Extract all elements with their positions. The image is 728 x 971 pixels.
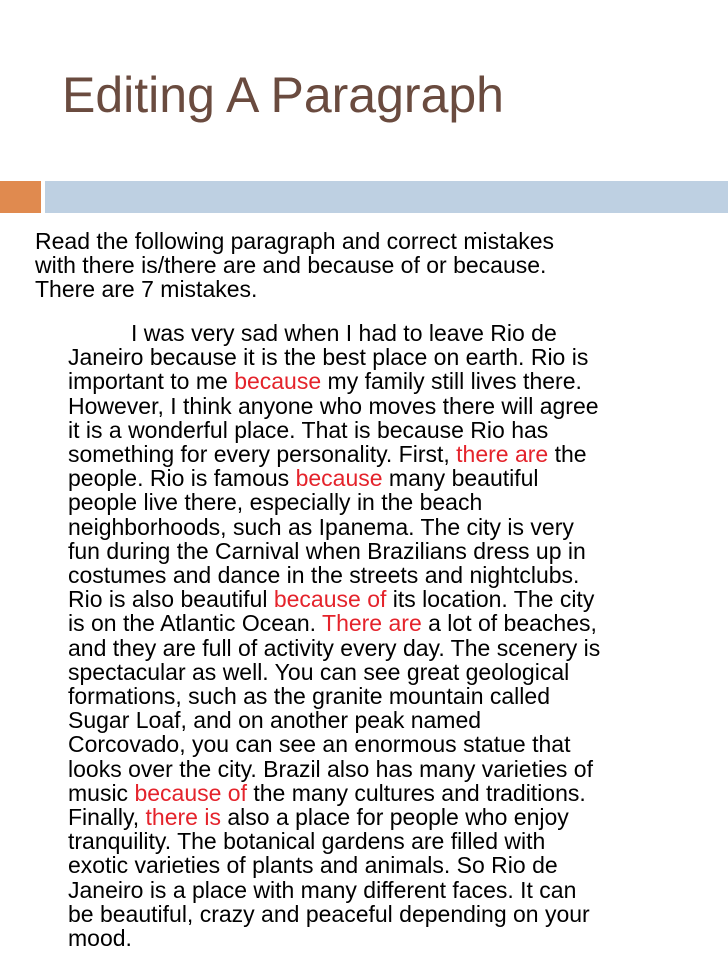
paragraph-line: mood.: [68, 925, 132, 952]
paragraph-line: Janeiro because it is the best place on earth. Rio is: [68, 344, 589, 371]
accent-band: [45, 181, 728, 213]
line-text: its location. The city: [386, 586, 595, 613]
instruction-line: with there is/there are and because of or because.: [35, 252, 547, 279]
mistake-highlight: there is: [145, 804, 221, 831]
line-text: people. Rio is famous: [68, 465, 296, 492]
line-text: Rio is also beautiful: [68, 586, 274, 613]
mistake-highlight: There are: [322, 610, 422, 637]
line-text: the many cultures and traditions.: [246, 779, 586, 806]
instruction-line: There are 7 mistakes.: [35, 276, 258, 303]
paragraph-line: Sugar Loaf, and on another peak named: [68, 707, 482, 734]
paragraph-line: exotic varieties of plants and animals. So Rio de: [68, 852, 558, 879]
paragraph-line: [68, 781, 708, 805]
paragraph-line: spectacular as well. You can see great geological: [68, 658, 570, 685]
paragraph-line: [68, 369, 708, 393]
paragraph-line: and they are full of activity every day. The scenery is: [68, 634, 601, 661]
paragraph-line: fun during the Carnival when Brazilians dress up in: [68, 537, 586, 564]
paragraph-line: looks over the city. Brazil also has many varieties of: [68, 755, 593, 782]
line-text: music: [68, 779, 135, 806]
paragraph-line: tranquility. The botanical gardens are filled with: [68, 828, 546, 855]
paragraph-line: it is a wonderful place. That is because Rio has: [68, 416, 549, 443]
accent-square: [0, 181, 41, 213]
paragraph-line: [68, 805, 708, 829]
instructions: [35, 229, 715, 302]
mistake-highlight: because of: [134, 779, 247, 806]
essay-paragraph: [68, 321, 708, 950]
line-text: the: [548, 441, 587, 468]
line-text: Finally,: [68, 804, 146, 831]
paragraph-line: [68, 442, 708, 466]
paragraph-line: [68, 587, 708, 611]
paragraph-line: However, I think anyone who moves there will agree: [68, 392, 599, 419]
paragraph-line: Janeiro is a place with many different faces. It can: [68, 876, 577, 903]
line-text: my family still lives there.: [321, 368, 582, 395]
mistake-highlight: because: [234, 368, 322, 395]
paragraph-line: people live there, especially in the beach: [68, 489, 483, 516]
paragraph-line: formations, such as the granite mountain called: [68, 683, 550, 710]
line-text: many beautiful: [382, 465, 539, 492]
line-text: a lot of beaches,: [421, 610, 597, 637]
paragraph-line: costumes and dance in the streets and nightclubs.: [68, 562, 580, 589]
line-text: important to me: [68, 368, 235, 395]
paragraph-line: I was very sad when I had to leave Rio de: [131, 320, 557, 346]
line-text: something for every personality. First,: [68, 441, 457, 468]
mistake-highlight: because: [295, 465, 383, 492]
mistake-highlight: there are: [456, 441, 549, 468]
line-text: is on the Atlantic Ocean.: [68, 610, 323, 637]
line-text: also a place for people who enjoy: [220, 804, 569, 831]
paragraph-line: be beautiful, crazy and peaceful depending on your: [68, 900, 590, 927]
paragraph-line: [68, 611, 708, 635]
mistake-highlight: because of: [273, 586, 387, 613]
paragraph-line: Corcovado, you can see an enormous statue that: [68, 731, 571, 758]
slide-title: Editing A Paragraph: [62, 67, 504, 123]
paragraph-line: neighborhoods, such as Ipanema. The city is very: [68, 513, 574, 540]
instruction-line: Read the following paragraph and correct mistakes: [35, 228, 555, 254]
paragraph-line: [68, 466, 708, 490]
